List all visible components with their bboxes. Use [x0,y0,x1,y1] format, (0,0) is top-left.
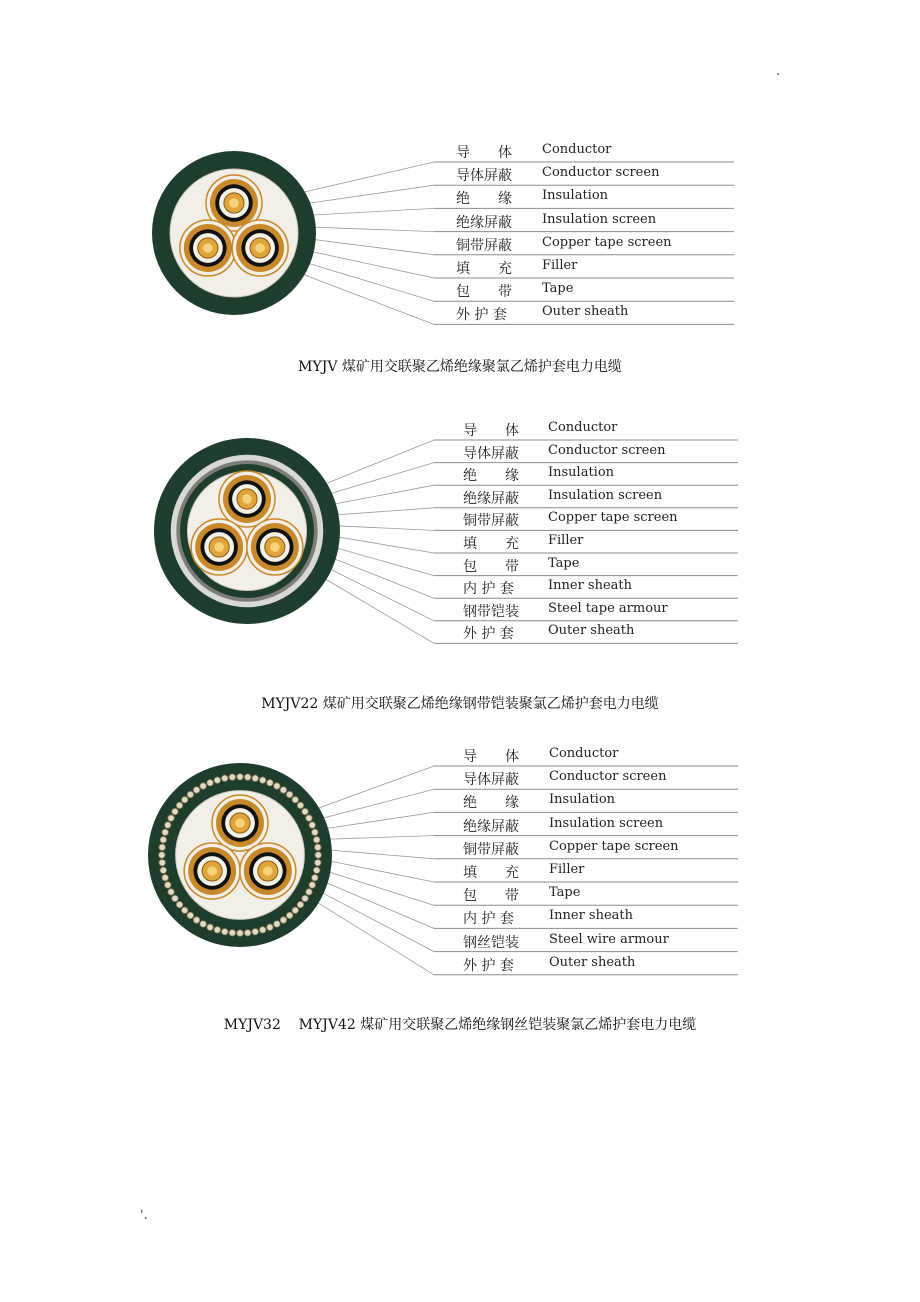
leader-line [310,227,434,232]
layer-name-cn: 内 护 套 [463,581,514,598]
leader-line [326,463,434,495]
layer-name-en: Copper tape screen [548,510,678,526]
leader-line [299,162,434,193]
leader-lines [299,162,434,324]
cable-drawing [152,151,316,315]
top-corner-mark: . [776,64,781,79]
layer-legend-row [463,443,738,465]
layer-name-en: Conductor [548,420,618,435]
layer-name-en: Insulation [542,188,609,204]
layer-name-en: Insulation [548,465,615,481]
layer-legend-row [463,623,738,645]
layer-legend-row [456,142,734,164]
layer-legend-row [463,955,738,977]
layer-name-cn: 绝 缘 [456,191,512,208]
layer-name-en: Insulation [549,792,616,808]
layer-name-en: Conductor [542,142,612,157]
layer-name-en: Conductor screen [549,769,667,785]
leader-line [330,557,434,598]
layer-name-en: Outer sheath [548,623,635,639]
layer-name-cn: 导 体 [456,145,512,161]
layer-name-en: Insulation screen [542,211,657,227]
layer-legend-row [456,212,734,234]
layer-name-cn: 导 体 [463,749,519,765]
layer-name-cn: 外 护 套 [463,626,514,643]
layer-name-cn: 导 体 [463,423,519,439]
leader-line [333,547,434,576]
layer-name-cn: 钢丝铠装 [463,934,519,951]
leader-line [321,440,434,486]
leader-line [308,208,434,215]
layer-name-en: Copper tape screen [549,838,679,854]
layer-name-cn: 绝缘屏蔽 [463,818,519,835]
layer-name-en: Steel wire armour [549,931,669,947]
layer-name-en: Copper tape screen [542,234,672,250]
leader-line [326,567,434,621]
layer-name-en: Insulation screen [549,815,664,831]
layer-legend-row [463,578,738,600]
layer-name-en: Outer sheath [549,954,636,970]
layer-legend-row [463,510,738,532]
layer-name-cn: 绝 缘 [463,795,519,812]
layer-name-cn: 填 充 [456,261,512,277]
layer-legend-row [463,816,738,838]
leader-line [313,766,434,810]
cable-core-1 [212,795,268,851]
bottom-corner-mark: '. [140,1208,148,1223]
layer-legend-row [463,839,738,861]
layer-name-cn: 铜带屏蔽 [456,237,512,254]
layer-name-en: Tape [548,555,580,571]
layer-name-en: Steel tape armour [548,600,668,616]
layer-name-en: Inner sheath [549,908,634,924]
layer-name-en: Conductor screen [542,165,660,181]
layer-name-cn: 铜带屏蔽 [463,513,519,530]
cable-drawing [148,763,332,947]
cable-core-2 [191,519,247,575]
layer-legend-row [463,488,738,510]
layer-name-en: Conductor screen [548,442,666,458]
layer-legend-row [456,165,734,187]
leader-line [304,262,434,301]
cable-figure-myjv22 [0,418,920,718]
cable-cross-section-myjv22 [0,418,920,658]
cable-core-3 [247,519,303,575]
layer-name-cn: 导体屏蔽 [463,445,519,462]
layer-name-cn: 填 充 [463,865,519,881]
layer-name-en: Outer sheath [542,304,629,320]
leader-line [326,860,434,882]
layer-legend-row [463,932,738,954]
leader-line [325,836,434,840]
layer-name-en: Inner sheath [548,578,633,594]
layer-legend-row [456,304,734,326]
layer-name-en: Tape [542,281,574,297]
layer-name-cn: 铜带屏蔽 [463,841,519,858]
cable-figure-myjv [0,140,920,380]
layer-name-en: Conductor [549,746,619,761]
layer-name-cn: 外 护 套 [463,957,514,974]
layer-legend-row [463,420,738,442]
layer-name-en: Filler [548,533,584,548]
layer-legend-row [456,258,734,280]
leader-line [325,871,434,906]
layer-name-cn: 绝缘屏蔽 [456,214,512,231]
leader-line [334,536,434,553]
layer-legend-row [463,556,738,578]
layer-name-cn: 包 带 [456,284,512,301]
cable-drawing [154,438,340,624]
leader-line [321,576,434,643]
layer-name-cn: 钢带铠装 [463,603,519,620]
layer-legend-row [463,601,738,623]
layer-name-cn: 导体屏蔽 [463,772,519,789]
layer-legend-row [456,281,734,303]
layer-name-cn: 包 带 [463,558,519,575]
layer-legend-row [456,188,734,210]
layer-name-en: Insulation screen [548,487,663,503]
layer-name-en: Tape [549,885,581,901]
leader-line [304,185,434,204]
leader-line [308,251,434,278]
layer-name-cn: 绝缘屏蔽 [463,490,519,507]
layer-name-cn: 外 护 套 [456,307,507,324]
layer-legend-row [463,908,738,930]
cable-core-3 [232,220,288,276]
cable-core-2 [180,220,236,276]
leader-line [330,485,434,505]
layer-legend-row [463,862,738,884]
layer-name-en: Filler [549,862,585,877]
leader-line [334,526,434,531]
figure-caption: MYJV32 MYJV42 煤矿用交联聚乙烯绝缘钢丝铠装聚氯乙烯护套电力电缆 [223,1017,697,1033]
cable-core-3 [240,843,296,899]
figure-caption: MYJV 煤矿用交联聚乙烯绝缘聚氯乙烯护套电力电缆 [298,359,622,375]
leader-line [333,508,434,515]
cable-core-1 [219,471,275,527]
leader-line [326,850,434,859]
cable-core-2 [184,843,240,899]
leader-line [322,812,434,829]
layer-name-cn: 导体屏蔽 [456,168,512,185]
layer-legend-row [456,235,734,257]
cable-figure-myjv32 [0,744,920,1044]
layer-name-cn: 填 充 [463,536,519,552]
layer-legend-row [463,792,738,814]
layer-legend-row [463,885,738,907]
leader-line [310,239,434,255]
layer-legend-row [463,746,738,768]
layer-legend-row [463,533,738,555]
leader-line [313,900,434,975]
figure-caption: MYJV22 煤矿用交联聚乙烯绝缘钢带铠装聚氯乙烯护套电力电缆 [261,696,659,712]
layer-name-cn: 绝 缘 [463,468,519,485]
layer-name-cn: 包 带 [463,888,519,905]
leader-line [322,881,434,929]
leader-lines [313,766,434,975]
layer-name-en: Filler [542,258,578,273]
layer-name-cn: 内 护 套 [463,911,514,928]
layer-legend-row [463,769,738,791]
layer-legend-row [463,465,738,487]
cable-cross-section-myjv32 [0,744,920,984]
